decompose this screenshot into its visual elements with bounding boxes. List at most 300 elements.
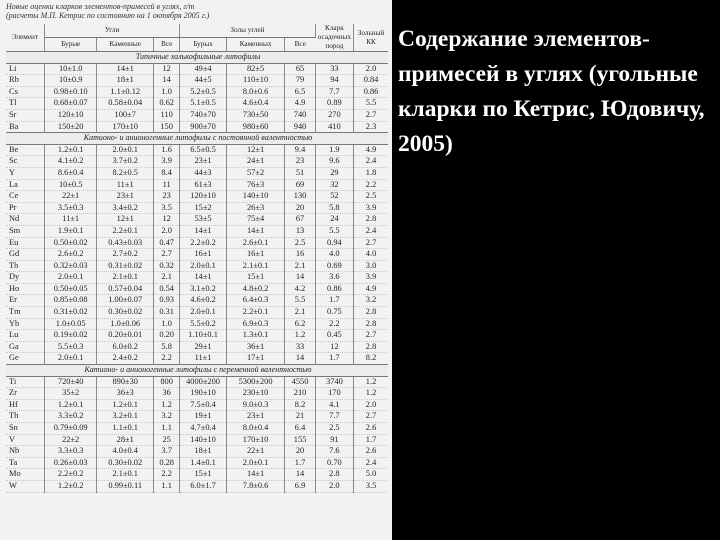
table-cell: 0.31±0.02	[44, 307, 97, 319]
table-cell: 150	[154, 121, 180, 133]
table-cell: 2.2±0.2	[180, 237, 226, 249]
table-cell: 1.1±0.12	[97, 86, 154, 98]
table-cell: 2.5	[354, 191, 388, 203]
table-body	[6, 52, 388, 493]
table-cell: 1.2±0.1	[44, 144, 97, 156]
table-cell: 2.4	[354, 457, 388, 469]
table-cell: 3.7	[154, 446, 180, 458]
table-cell: 21	[285, 411, 315, 423]
table-cell: 1.2	[354, 376, 388, 388]
element-symbol-cell: Dy	[6, 272, 44, 284]
table-cell: 33	[315, 63, 353, 75]
table-cell: 44±5	[180, 75, 226, 87]
table-cell: 2.3	[354, 121, 388, 133]
element-symbol-cell: Rb	[6, 75, 44, 87]
table-cell: 2.1±0.1	[226, 260, 285, 272]
table-cell: 190±10	[180, 388, 226, 400]
table-cell: 8.6±0.4	[44, 167, 97, 179]
table-row	[6, 283, 388, 295]
table-cell: 2.1	[285, 307, 315, 319]
table-cell: 1.00±0.07	[97, 295, 154, 307]
table-cell: 3.6	[315, 272, 353, 284]
table-cell: 2.0±0.1	[226, 457, 285, 469]
clarke-table	[6, 24, 388, 493]
table-cell: 100±7	[97, 109, 154, 121]
element-symbol-cell: Zr	[6, 388, 44, 400]
table-cell: 5.8	[315, 202, 353, 214]
table-cell: 3740	[315, 376, 353, 388]
table-cell: 16±1	[226, 249, 285, 261]
section-header-row	[6, 52, 388, 64]
table-cell: 1.10±0.1	[180, 330, 226, 342]
table-cell: 1.0±0.05	[44, 318, 97, 330]
table-cell: 5.8	[154, 341, 180, 353]
table-row	[6, 109, 388, 121]
table-cell: 22±1	[226, 446, 285, 458]
table-cell: 3.4±0.2	[97, 202, 154, 214]
table-row	[6, 341, 388, 353]
table-cell: 8.0±0.6	[226, 86, 285, 98]
table-cell: 3.7±0.2	[97, 156, 154, 168]
table-cell: 2.6	[354, 423, 388, 435]
table-cell: 18±1	[97, 75, 154, 87]
table-cell: 3.0	[354, 260, 388, 272]
table-cell: 5.5±0.3	[44, 341, 97, 353]
table-cell: 6.9±0.3	[226, 318, 285, 330]
table-cell: 14±1	[97, 63, 154, 75]
table-cell: 155	[285, 434, 315, 446]
table-cell: 11±1	[180, 353, 226, 365]
table-cell: 7.7	[315, 411, 353, 423]
table-cell: 11±1	[44, 214, 97, 226]
table-row	[6, 446, 388, 458]
table-cell: 0.86	[354, 86, 388, 98]
table-cell: 2.2±0.1	[226, 307, 285, 319]
table-cell: 24±1	[226, 156, 285, 168]
table-cell: 35±2	[44, 388, 97, 400]
table-cell: 3.5	[154, 202, 180, 214]
table-cell: 1.3±0.1	[226, 330, 285, 342]
table-cell: 14	[285, 272, 315, 284]
table-cell: 120±10	[44, 109, 97, 121]
element-symbol-cell: Tm	[6, 307, 44, 319]
header-sub: Каменных	[226, 37, 285, 51]
table-cell: 1.7	[315, 295, 353, 307]
table-cell: 170±10	[226, 434, 285, 446]
table-cell: 12	[315, 341, 353, 353]
table-cell: 11	[154, 179, 180, 191]
table-cell: 3.5	[354, 480, 388, 492]
table-cell: 14	[285, 353, 315, 365]
table-cell: 1.9±0.1	[44, 225, 97, 237]
table-caption-line-2: (расчеты М.П. Кетрис по состоянию на 1 октября 2005 г.)	[6, 11, 210, 20]
table-cell: 10±0.9	[44, 75, 97, 87]
table-cell: 4.0	[315, 249, 353, 261]
table-cell: 1.4±0.1	[180, 457, 226, 469]
element-symbol-cell: Gd	[6, 249, 44, 261]
table-cell: 20	[285, 446, 315, 458]
table-cell: 52	[315, 191, 353, 203]
element-symbol-cell: Sc	[6, 156, 44, 168]
table-cell: 65	[285, 63, 315, 75]
table-cell: 3.2	[154, 411, 180, 423]
table-cell: 17±1	[226, 353, 285, 365]
table-cell: 1.0	[154, 318, 180, 330]
table-cell: 3.3±0.2	[44, 411, 97, 423]
table-cell: 2.7±0.2	[97, 249, 154, 261]
table-cell: 13	[285, 225, 315, 237]
table-cell: 2.7	[354, 109, 388, 121]
table-cell: 14	[285, 469, 315, 481]
table-cell: 7.6	[315, 446, 353, 458]
table-cell: 2.8	[354, 307, 388, 319]
table-cell: 15±1	[226, 272, 285, 284]
table-cell: 210	[285, 388, 315, 400]
element-symbol-cell: Yb	[6, 318, 44, 330]
table-cell: 0.94	[315, 237, 353, 249]
table-cell: 2.2	[154, 469, 180, 481]
header-sedimentary-clarke: Кларк осадочных пород	[315, 24, 353, 52]
table-cell: 0.93	[154, 295, 180, 307]
table-row	[6, 249, 388, 261]
table-cell: 3.3±0.3	[44, 446, 97, 458]
element-symbol-cell: Sn	[6, 423, 44, 435]
element-symbol-cell: Er	[6, 295, 44, 307]
table-cell: 23±1	[97, 191, 154, 203]
table-cell: 6.0±0.2	[97, 341, 154, 353]
table-row	[6, 98, 388, 110]
table-cell: 76±3	[226, 179, 285, 191]
element-symbol-cell: Sr	[6, 109, 44, 121]
element-symbol-cell: Lu	[6, 330, 44, 342]
table-cell: 7.5±0.4	[180, 399, 226, 411]
table-cell: 3.5±0.3	[44, 202, 97, 214]
table-cell: 5.5	[354, 98, 388, 110]
table-cell: 23	[285, 156, 315, 168]
table-row	[6, 191, 388, 203]
table-cell: 2.7	[354, 330, 388, 342]
table-cell: 9.4	[285, 144, 315, 156]
element-symbol-cell: Sm	[6, 225, 44, 237]
table-cell: 2.0±0.1	[180, 307, 226, 319]
table-cell: 1.2	[354, 388, 388, 400]
table-cell: 2.0±0.1	[97, 144, 154, 156]
table-cell: 28±1	[97, 434, 154, 446]
table-cell: 5.5	[315, 225, 353, 237]
table-row	[6, 318, 388, 330]
table-cell: 900±70	[180, 121, 226, 133]
table-cell: 1.2	[285, 330, 315, 342]
table-cell: 33	[285, 341, 315, 353]
element-symbol-cell: Ce	[6, 191, 44, 203]
table-cell: 0.28	[154, 457, 180, 469]
table-row	[6, 202, 388, 214]
table-cell: 6.4±0.3	[226, 295, 285, 307]
table-cell: 18±1	[180, 446, 226, 458]
table-row	[6, 63, 388, 75]
table-cell: 7.8±0.6	[226, 480, 285, 492]
table-row	[6, 121, 388, 133]
table-cell: 11±1	[97, 179, 154, 191]
table-cell: 4.9	[354, 144, 388, 156]
table-cell: 1.0±0.06	[97, 318, 154, 330]
table-cell: 4.6±0.2	[180, 295, 226, 307]
table-cell: 12±1	[97, 214, 154, 226]
table-cell: 0.47	[154, 237, 180, 249]
table-cell: 61±3	[180, 179, 226, 191]
table-cell: 0.84	[354, 75, 388, 87]
table-cell: 2.0	[315, 480, 353, 492]
element-symbol-cell: V	[6, 434, 44, 446]
table-cell: 14	[154, 75, 180, 87]
table-cell: 5300±200	[226, 376, 285, 388]
table-cell: 26±3	[226, 202, 285, 214]
table-cell: 6.0±1.7	[180, 480, 226, 492]
table-cell: 12	[154, 214, 180, 226]
table-cell: 9.0±0.3	[226, 399, 285, 411]
table-cell: 2.1±0.1	[97, 469, 154, 481]
table-cell: 10±1.0	[44, 63, 97, 75]
table-cell: 53±5	[180, 214, 226, 226]
table-cell: 270	[315, 109, 353, 121]
table-row	[6, 457, 388, 469]
table-cell: 4.0±0.4	[97, 446, 154, 458]
element-symbol-cell: La	[6, 179, 44, 191]
table-row	[6, 376, 388, 388]
table-cell: 0.20±0.01	[97, 330, 154, 342]
table-cell: 36	[154, 388, 180, 400]
table-cell: 91	[315, 434, 353, 446]
header-ash-kk: Зольный КК	[354, 24, 388, 52]
element-symbol-cell: Tb	[6, 260, 44, 272]
table-cell: 4.0	[354, 249, 388, 261]
table-cell: 36±1	[226, 341, 285, 353]
table-row	[6, 260, 388, 272]
table-cell: 1.0	[154, 86, 180, 98]
table-cell: 75±4	[226, 214, 285, 226]
section-header-row	[6, 365, 388, 377]
table-cell: 6.5	[285, 86, 315, 98]
element-symbol-cell: Th	[6, 411, 44, 423]
table-row	[6, 353, 388, 365]
table-cell: 120±10	[180, 191, 226, 203]
table-cell: 9.6	[315, 156, 353, 168]
table-row	[6, 388, 388, 400]
table-row	[6, 434, 388, 446]
table-cell: 14±1	[226, 225, 285, 237]
table-cell: 2.1±0.1	[97, 272, 154, 284]
table-cell: 6.2	[285, 318, 315, 330]
table-cell: 3.2	[354, 295, 388, 307]
table-cell: 2.6±0.1	[226, 237, 285, 249]
element-symbol-cell: Ta	[6, 457, 44, 469]
table-cell: 14±1	[226, 469, 285, 481]
table-cell: 0.43±0.03	[97, 237, 154, 249]
table-cell: 2.0±0.1	[44, 272, 97, 284]
table-cell: 0.54	[154, 283, 180, 295]
table-cell: 0.31±0.02	[97, 260, 154, 272]
table-cell: 110	[154, 109, 180, 121]
table-cell: 8.4	[154, 167, 180, 179]
table-cell: 4.9	[285, 98, 315, 110]
table-cell: 82±5	[226, 63, 285, 75]
table-cell: 2.0±0.1	[180, 260, 226, 272]
table-cell: 57±2	[226, 167, 285, 179]
table-cell: 22±2	[44, 434, 97, 446]
table-cell: 0.86	[315, 283, 353, 295]
table-cell: 2.0	[154, 225, 180, 237]
table-cell: 4000±200	[180, 376, 226, 388]
table-cell: 1.7	[315, 353, 353, 365]
table-cell: 4.8±0.2	[226, 283, 285, 295]
table-cell: 2.2±0.1	[97, 225, 154, 237]
table-cell: 0.19±0.02	[44, 330, 97, 342]
table-cell: 730±50	[226, 109, 285, 121]
element-symbol-cell: Tl	[6, 98, 44, 110]
table-cell: 2.1	[154, 272, 180, 284]
table-cell: 0.50±0.02	[44, 237, 97, 249]
table-cell: 2.5	[315, 423, 353, 435]
table-cell: 740	[285, 109, 315, 121]
table-cell: 0.30±0.02	[97, 457, 154, 469]
slide-title: Содержание элементов-примесей в углях (угольные кларки по Кетрис, Юдовичу, 2005)	[398, 26, 705, 157]
table-cell: 0.32±0.03	[44, 260, 97, 272]
element-symbol-cell: Mo	[6, 469, 44, 481]
table-row	[6, 423, 388, 435]
table-cell: 140±10	[226, 191, 285, 203]
table-cell: 800	[154, 376, 180, 388]
header-ash: Золы углей	[180, 24, 315, 37]
table-cell: 2.6	[354, 446, 388, 458]
table-cell: 22±1	[44, 191, 97, 203]
table-cell: 36±3	[97, 388, 154, 400]
element-symbol-cell: Hf	[6, 399, 44, 411]
table-cell: 0.20	[154, 330, 180, 342]
element-symbol-cell: Nb	[6, 446, 44, 458]
table-cell: 150±20	[44, 121, 97, 133]
table-cell: 2.8	[354, 214, 388, 226]
table-cell: 5.5	[285, 295, 315, 307]
table-cell: 1.6	[154, 144, 180, 156]
table-cell: 19±1	[180, 411, 226, 423]
table-cell: 890±30	[97, 376, 154, 388]
table-cell: 4.1±0.2	[44, 156, 97, 168]
table-cell: 1.1	[154, 480, 180, 492]
table-cell: 2.0	[354, 63, 388, 75]
table-cell: 2.8	[354, 318, 388, 330]
table-row	[6, 469, 388, 481]
table-row	[6, 225, 388, 237]
table-cell: 0.58±0.04	[97, 98, 154, 110]
table-cell: 23±1	[226, 411, 285, 423]
table-cell: 7.7	[315, 86, 353, 98]
table-cell: 67	[285, 214, 315, 226]
table-row	[6, 86, 388, 98]
table-cell: 29±1	[180, 341, 226, 353]
table-cell: 16±1	[180, 249, 226, 261]
table-cell: 14±1	[180, 225, 226, 237]
header-sub: Все	[154, 37, 180, 51]
element-symbol-cell: Pr	[6, 202, 44, 214]
table-row	[6, 307, 388, 319]
table-cell: 170	[315, 388, 353, 400]
table-cell: 12±1	[226, 144, 285, 156]
table-cell: 2.5	[285, 237, 315, 249]
header-element: Элемент	[6, 24, 44, 52]
table-cell: 23	[154, 191, 180, 203]
table-cell: 0.26±0.03	[44, 457, 97, 469]
table-row	[6, 272, 388, 284]
table-cell: 10±0.5	[44, 179, 97, 191]
table-cell: 2.0	[354, 399, 388, 411]
table-cell: 3.2±0.1	[97, 411, 154, 423]
table-cell: 0.99±0.11	[97, 480, 154, 492]
table-cell: 3.9	[354, 202, 388, 214]
table-cell: 0.89	[315, 98, 353, 110]
table-cell: 4.9	[354, 283, 388, 295]
element-symbol-cell: Ho	[6, 283, 44, 295]
table-cell: 5.5±0.2	[180, 318, 226, 330]
table-cell: 0.45	[315, 330, 353, 342]
table-row	[6, 399, 388, 411]
section-title: Катионо- и анионогенные литофилы с переменной валентностью	[6, 365, 388, 377]
element-symbol-cell: Ge	[6, 353, 44, 365]
table-cell: 6.9	[285, 480, 315, 492]
table-cell: 0.69	[315, 260, 353, 272]
header-sub: Все	[285, 37, 315, 51]
table-row	[6, 156, 388, 168]
table-cell: 2.1	[285, 260, 315, 272]
table-cell: 2.8	[315, 469, 353, 481]
table-row	[6, 411, 388, 423]
table-cell: 69	[285, 179, 315, 191]
table-cell: 12	[154, 63, 180, 75]
table-caption	[6, 2, 386, 20]
table-cell: 2.7	[154, 249, 180, 261]
table-cell: 29	[315, 167, 353, 179]
table-cell: 1.2±0.2	[44, 480, 97, 492]
table-row	[6, 295, 388, 307]
table-cell: 14±1	[180, 272, 226, 284]
table-cell: 0.68±0.07	[44, 98, 97, 110]
table-cell: 16	[285, 249, 315, 261]
table-cell: 2.6±0.2	[44, 249, 97, 261]
table-row	[6, 330, 388, 342]
table-cell: 1.1	[154, 423, 180, 435]
table-cell: 32	[315, 179, 353, 191]
table-cell: 1.2±0.1	[44, 399, 97, 411]
section-title: Катионо- и анионогенные литофилы с постоянной валентностью	[6, 133, 388, 145]
table-cell: 0.31	[154, 307, 180, 319]
table-cell: 4.7±0.4	[180, 423, 226, 435]
header-coals: Угли	[44, 24, 179, 37]
table-cell: 1.9	[315, 144, 353, 156]
table-cell: 1.2±0.1	[97, 399, 154, 411]
table-cell: 4.1	[315, 399, 353, 411]
table-cell: 2.0±0.1	[44, 353, 97, 365]
element-symbol-cell: Ti	[6, 376, 44, 388]
header-sub: Бурые	[44, 37, 97, 51]
table-cell: 5.1±0.5	[180, 98, 226, 110]
table-cell: 1.2	[154, 399, 180, 411]
table-row	[6, 75, 388, 87]
table-caption-line-1: Новые оценки кларков элементов-примесей в углях, г/т	[6, 2, 195, 11]
element-symbol-cell: Y	[6, 167, 44, 179]
table-cell: 940	[285, 121, 315, 133]
table-cell: 1.8	[354, 167, 388, 179]
table-cell: 5.0	[354, 469, 388, 481]
table-cell: 4.6±0.4	[226, 98, 285, 110]
